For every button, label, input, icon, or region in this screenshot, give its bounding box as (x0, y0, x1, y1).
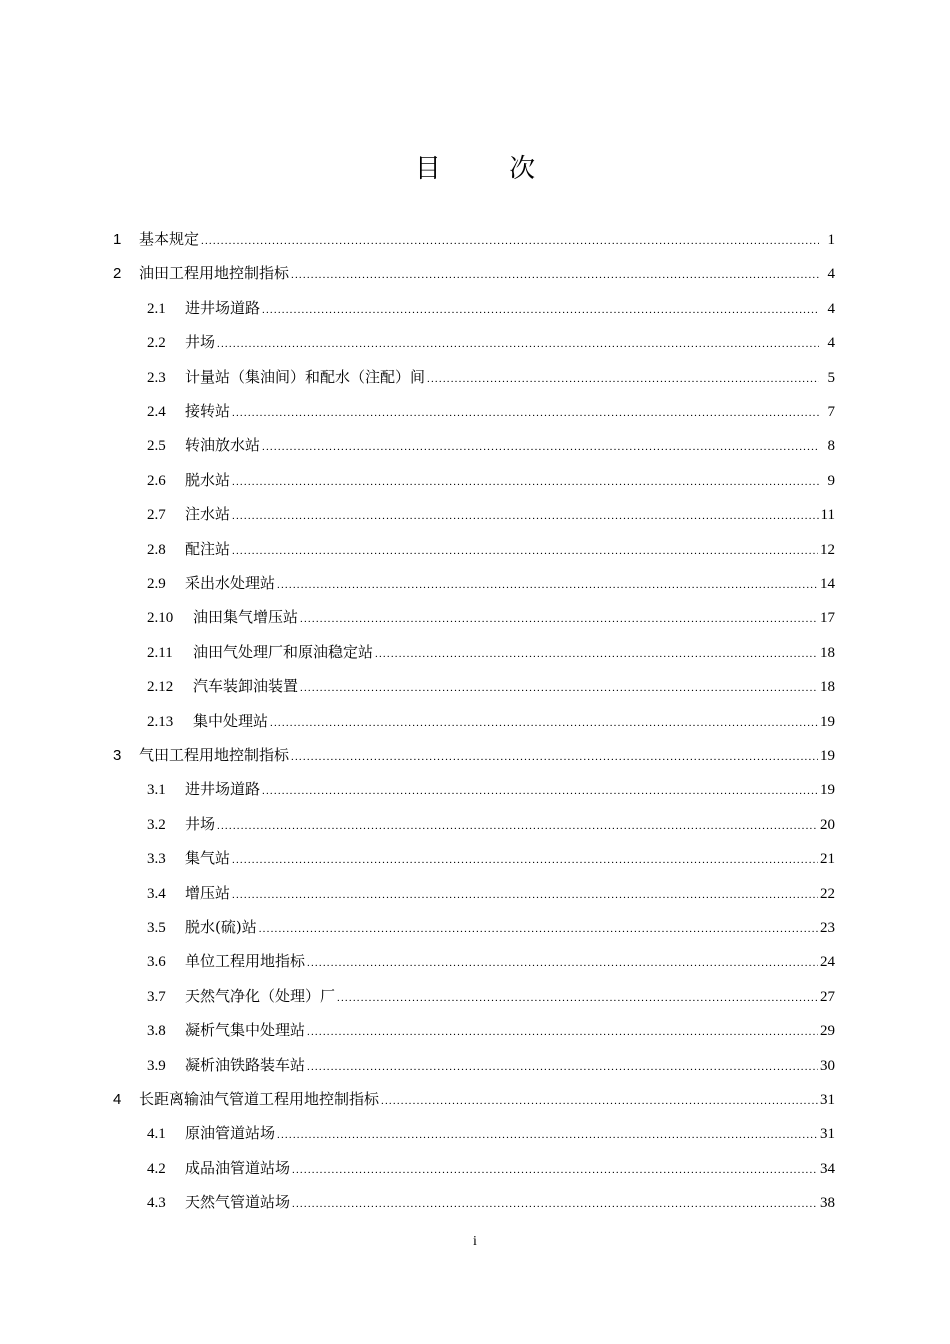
toc-entry-page: 38 (820, 1195, 835, 1211)
toc-entry-label: 油田集气增压站 (193, 608, 299, 626)
toc-entry-number: 3.1 (147, 782, 166, 798)
toc-entry-page: 9 (827, 473, 835, 489)
toc-entry-number: 2.11 (147, 645, 173, 661)
toc-entry-page: 24 (820, 954, 835, 970)
toc-entry-number: 3.7 (147, 989, 166, 1005)
toc-entry[interactable] (147, 1018, 835, 1042)
dot-leader (307, 1055, 818, 1079)
toc-entry[interactable] (147, 846, 835, 870)
toc-entry-label: 原油管道站场 (185, 1124, 276, 1142)
toc-entry-page: 23 (820, 920, 835, 936)
dot-leader (277, 1123, 818, 1147)
dot-leader (232, 539, 818, 563)
toc-entry-label: 注水站 (185, 505, 231, 523)
dot-leader (259, 917, 818, 941)
dot-leader (232, 848, 818, 872)
toc-entry-label: 凝析油铁路装车站 (185, 1056, 306, 1074)
dot-leader (307, 1020, 818, 1044)
toc-entry[interactable] (147, 915, 835, 939)
toc-entry-page: 11 (820, 507, 835, 523)
dot-leader (201, 229, 819, 253)
toc-entry-number: 3.4 (147, 886, 166, 902)
toc-entry-page: 8 (827, 438, 835, 454)
toc-entry-page: 27 (820, 989, 835, 1005)
toc-entry-label: 油田工程用地控制指标 (139, 264, 290, 282)
toc-entry[interactable] (113, 227, 835, 251)
toc-entry-number: 4.2 (147, 1161, 166, 1177)
dot-leader (300, 676, 818, 700)
toc-entry[interactable] (147, 1053, 835, 1077)
toc-entry-number: 2.5 (147, 438, 166, 454)
toc-entry-label: 井场 (185, 815, 216, 833)
toc-entry-number: 2.4 (147, 404, 166, 420)
toc-entry-page: 19 (820, 782, 835, 798)
dot-leader (381, 1089, 818, 1113)
page-number-footer: i (473, 1234, 477, 1249)
toc-entry-label: 凝析气集中处理站 (185, 1021, 306, 1039)
dot-leader (292, 1192, 818, 1216)
toc-entry[interactable] (147, 674, 835, 698)
dot-leader (262, 779, 818, 803)
toc-entry[interactable] (147, 881, 835, 905)
dot-leader (375, 642, 818, 666)
toc-entry[interactable] (147, 296, 835, 320)
page-title: 目 次 (414, 154, 566, 184)
toc-entry-number: 2.8 (147, 542, 166, 558)
toc-entry-label: 配注站 (185, 540, 231, 558)
toc-entry[interactable] (147, 1156, 835, 1180)
toc-entry[interactable] (147, 433, 835, 457)
toc-entry-page: 7 (827, 404, 835, 420)
toc-entry[interactable] (147, 777, 835, 801)
dot-leader (291, 745, 818, 769)
toc-entry-number: 3 (113, 747, 122, 764)
toc-entry[interactable] (147, 537, 835, 561)
toc-entry-page: 22 (820, 886, 835, 902)
toc-entry-page: 12 (820, 542, 835, 558)
toc-entry-number: 2.7 (147, 507, 166, 523)
toc-entry[interactable] (147, 709, 835, 733)
toc-entry-label: 进井场道路 (185, 299, 261, 317)
toc-entry-number: 3.5 (147, 920, 166, 936)
dot-leader (232, 883, 818, 907)
dot-leader (232, 470, 819, 494)
toc-entry-label: 汽车装卸油装置 (193, 677, 299, 695)
dot-leader (232, 401, 819, 425)
toc-entry-label: 集中处理站 (193, 712, 269, 730)
toc-entry[interactable] (147, 1121, 835, 1145)
toc-entry-number: 2.13 (147, 714, 174, 730)
toc-entry-page: 19 (820, 748, 835, 764)
toc-entry[interactable] (147, 365, 835, 389)
toc-entry-label: 天然气净化（处理）厂 (185, 987, 336, 1005)
toc-entry-page: 1 (827, 232, 835, 248)
toc-entry-page: 17 (820, 610, 835, 626)
toc-entry-page: 4 (827, 301, 835, 317)
toc-entry-page: 29 (820, 1023, 835, 1039)
dot-leader (270, 711, 818, 735)
toc-entry[interactable] (147, 640, 835, 664)
toc-entry-number: 2.6 (147, 473, 166, 489)
toc-entry-label: 脱水(硫)站 (185, 918, 257, 936)
dot-leader (427, 367, 819, 391)
toc-entry-number: 3.6 (147, 954, 166, 970)
toc-entry-label: 天然气管道站场 (185, 1193, 291, 1211)
dot-leader (300, 607, 818, 631)
toc-entry-label: 进井场道路 (185, 780, 261, 798)
dot-leader (232, 504, 819, 528)
toc-entry-page: 18 (820, 679, 835, 695)
toc-entry-label: 油田气处理厂和原油稳定站 (193, 643, 374, 661)
toc-entry-page: 4 (827, 266, 835, 282)
toc-entry[interactable] (113, 261, 835, 285)
toc-entry-label: 计量站（集油间）和配水（注配）间 (185, 368, 426, 386)
toc-entry-label: 转油放水站 (185, 436, 261, 454)
toc-entry-label: 脱水站 (185, 471, 231, 489)
toc-entry-page: 31 (820, 1092, 835, 1108)
toc-entry-number: 1 (113, 231, 122, 248)
toc-entry[interactable] (147, 571, 835, 595)
toc-entry-label: 集气站 (185, 849, 231, 867)
toc-entry[interactable] (113, 1087, 835, 1111)
toc-entry-number: 3.8 (147, 1023, 166, 1039)
toc-entry-label: 气田工程用地控制指标 (139, 746, 290, 764)
toc-entry-page: 20 (820, 817, 835, 833)
toc-entry[interactable] (147, 399, 835, 423)
toc-entry-label: 采出水处理站 (185, 574, 276, 592)
toc-entry-number: 4.1 (147, 1126, 166, 1142)
toc-entry-label: 成品油管道站场 (185, 1159, 291, 1177)
dot-leader (337, 986, 818, 1010)
toc-entry-page: 31 (820, 1126, 835, 1142)
toc-entry[interactable] (147, 949, 835, 973)
toc-entry[interactable] (147, 1190, 835, 1214)
toc-entry-page: 30 (820, 1058, 835, 1074)
toc-entry-number: 3.3 (147, 851, 166, 867)
toc-entry[interactable] (147, 330, 835, 354)
toc-entry-page: 34 (820, 1161, 835, 1177)
toc-entry-label: 单位工程用地指标 (185, 952, 306, 970)
toc-entry-number: 2.10 (147, 610, 174, 626)
toc-entry-page: 18 (820, 645, 835, 661)
toc-entry[interactable] (113, 743, 835, 767)
dot-leader (262, 298, 819, 322)
toc-entry-number: 2.3 (147, 370, 166, 386)
dot-leader (262, 435, 819, 459)
toc-entry[interactable] (147, 984, 835, 1008)
toc-entry-label: 井场 (185, 333, 216, 351)
toc-entry-number: 4 (113, 1091, 122, 1108)
dot-leader (292, 1158, 818, 1182)
toc-entry-page: 5 (827, 370, 835, 386)
dot-leader (291, 263, 819, 287)
toc-entry-page: 4 (827, 335, 835, 351)
toc-entry-label: 增压站 (185, 884, 231, 902)
toc-entry-page: 21 (820, 851, 835, 867)
toc-entry-number: 2.1 (147, 301, 166, 317)
toc-entry-number: 3.9 (147, 1058, 166, 1074)
toc-entry-number: 4.3 (147, 1195, 166, 1211)
toc-entry-page: 19 (820, 714, 835, 730)
dot-leader (307, 951, 818, 975)
toc-entry-label: 基本规定 (139, 230, 200, 248)
dot-leader (277, 573, 818, 597)
toc-entry-number: 2.2 (147, 335, 166, 351)
toc-entry[interactable] (147, 812, 835, 836)
toc-entry[interactable] (147, 605, 835, 629)
toc-entry-number: 2 (113, 265, 122, 282)
toc-entry-number: 2.12 (147, 679, 174, 695)
toc-entry-label: 长距离输油气管道工程用地控制指标 (139, 1090, 380, 1108)
toc-entry-number: 3.2 (147, 817, 166, 833)
toc-entry[interactable] (147, 502, 835, 526)
dot-leader (217, 332, 819, 356)
toc-entry-label: 接转站 (185, 402, 231, 420)
dot-leader (217, 814, 818, 838)
toc-entry-page: 14 (820, 576, 835, 592)
toc-entry[interactable] (147, 468, 835, 492)
toc-entry-number: 2.9 (147, 576, 166, 592)
